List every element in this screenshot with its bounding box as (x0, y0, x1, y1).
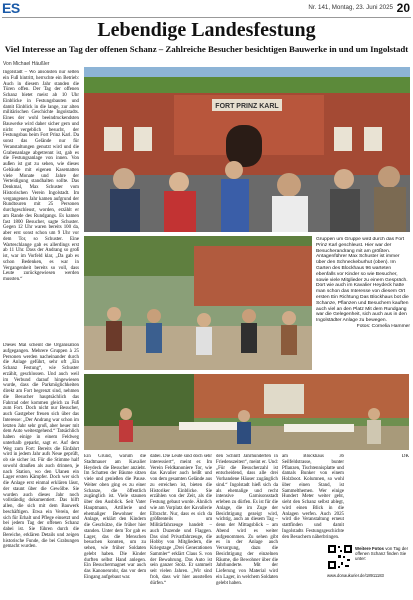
fort-photo-illustration (84, 67, 410, 232)
article-author: Von Michael Häußler (3, 61, 50, 67)
masthead (0, 0, 413, 16)
article-column-6 (282, 454, 344, 540)
article-text-col1: Ingolstadt – Wo ansonsten nur selten ein Fuß hintritt, herrschte ein Betrieb: Auch in diesem Jahr standen die Türen offen. Der Tag der offenen Schanz bietet meist ab 10 Uhr Einblicke in Festungsbauten und damit Einblick in die lange, zur alten militärischen Geschichte Ingolstadts. Eines der wohl beeindruckendsten Bauwerke wird daher sicher gern und nicht vergeblich besucht, der Festungsbau beim Fort Prinz Karl. Da sonst das Gelände nur für Veranstaltungen genutzt wird und die Grabenanlage abgetrennt ist, gab es die Festungsanlage von innen. Von außen ist gut zu sehen, wie dieses Gebäude mit eigenen Kasematten viele Monate und Jahre der Verteidigung standhalten sollte. Das Denkmal, Max Schuster vom Historischen Verein Ingolstadt. Im vergangenen Jahr kamen aufgrund der Rundtouren mit 25 Personen durchgeschleust, worden, erzählt er am Rande des Rundgangs. Es kamen fast 1800 Besucher, sagte Schuster. Gegen 12 Uhr waren bereits 100 da, aber erst sonst schon um 9 Uhr vor dem Tor, so Schuster. Eine Warteschlange gab es allerdings erst ab 11 Uhr. Dass der Andrang so groß ist, war im Vorfeld klar, „Da gab es schon Bedenken, es war in Vergangenheit bereits so voll, dass Leute zurückgewiesen werden mussten.“ (3, 70, 79, 282)
article-text-col6: am Blockhaus 36 Seilfeldstrasse, bunter Pflanzen, Tischtennisplatte und damals Bunker von einem Holzboot. Kolumnen, so wohl über einen Stand, ist Sammelthemen. Wer einige Hundert Meter weiter geht, sieht den Schanz selbst ablegt, wird einen Blick in die Anlagen werfen. Auch 2025 wird die Veranstaltung erneut stattfinden und damit Ingolstadts Festungsgeschichte den Besuchern näherbringen. (282, 454, 344, 540)
photo-caption-right (316, 237, 410, 379)
article-column-5 (216, 454, 278, 594)
qr-description (355, 546, 409, 562)
article-column-7 (348, 454, 409, 540)
page-number: 20 (396, 1, 410, 15)
header-rule (2, 17, 411, 18)
article-text-col5: den Schnitt Jahrhunderten in Friedenszeiten“, meint er. Und: „Für die Besucherzahl ist entscheidend, dass alle drei Vorhandene Häuser zugänglich sind.“ Ingolstadt hieß sich da als ehemalige und recht intensive Garnisonsstadt erleben zu dürfen. Es ist für die Anlage, die im Zuge der Besichtigung gezeigt wird, wichtig, auch an diesem Tag – denn der Mittagsblick – am Abend wird es weiter aufgenommen. Zu sehen gibt es in der Anlage auch Versorgung, dazu die Besichtigung der einzelnen Räume, die Bewohner über die Jahrhunderte. Mit der Lieferung von Material wird ein Lager, in welchem Soldaten gelebt haben. (216, 454, 278, 586)
photo-garden-tables (84, 374, 409, 450)
newspaper-logo: ES (2, 0, 20, 16)
article-column-3 (84, 454, 146, 594)
article-column-1 (3, 70, 79, 340)
article-title: Lebendige Landesfestung (97, 19, 316, 41)
courtyard-photo-illustration (84, 236, 312, 370)
article-text-col3: Ein Grund, warum die Stadtmauer am Kavalier Heydeck die Besucher anzieht. Im Schatten der Bäume sitzen viele und genießen die Pause. Weiter oben ging es zu einer Schanze, die öffentlich zugänglich ist. Viele staunen über den Ausblick. Seit Vater Hauptmann, Artillerie und ehemaliger Bewohner der Anlage, erklärt den Kindern die Geschütze, die früher hier standen. Unter dem Tor gab es Lager, das die Menschen besuchen konnten, um zu sehen, wie früher Soldaten gelebt haben. Die Kinder durften selbst Hand anlegen. Ein Besuchermagnet war auch das Kanonenrohr, das vor dem Eingang aufgebaut war. (84, 454, 146, 580)
qr-text: von Tag der offenen Schanz finden Sie unter: (355, 546, 409, 562)
photo-courtyard-blockhaus (84, 236, 312, 370)
photo-caption-text: Gruppen um Gruppe wird durch das Fort Prinz Karl geschleust. Hier war der Besucherandrang mit am größten. Antagenführer Max Schuster ist immer über den Schneckeburhut (oben). Im Garten des Blockhaus 96 warteten ebenfalls vor Kinder so wie Besucher, sowie viele Mitglieder zu einem Gespräch. Dort wie auch im Kavalier Heydeck hatte man schon das Interesse von diesem Ort ersten Ein Richtung Das Blockhaus bot die Schanze, Pflanzen und Besuchern kauften auch viel an den Platz Mit dem Rundgang war die Gelegenheit, sich auch aus in den Ingolstädter Anlage zu bewegen. (316, 237, 409, 324)
qr-url[interactable]: www.donaukurier.de/18911183 (327, 573, 384, 578)
article-text-col6-end: DK (401, 454, 409, 459)
qr-code-icon[interactable] (327, 544, 353, 570)
article-column-2 (3, 343, 79, 593)
article-subtitle: Viel Interesse an Tag der offenen Schanz – Zahlreiche Besucher besichtigen Bauwerke in und um Ingolstadt (4, 44, 409, 54)
qr-title: Weitere Fotos (355, 546, 384, 551)
photo-credit: Fotos: Cornelia Hammer (356, 323, 410, 329)
issue-dateline: Nr. 141, Montag, 23. Juni 2025 (308, 4, 393, 11)
article-text-col4: dabei. Die Leute sind doch sehr interessiert“, meint er. Im Verein Feldkanoniere Tor, wie das Kavalier auch heißt und von dem gesamten Gelände aus zu erreichen ist, bieten die Historiker Einblicke. Sie erzählen von der Zeit, als die Festung gebaut wurde. Ähnlich wie am Vorplatz der Kavallerie Elbracht. Nur, dass es sich da größtenteils um Militärfahrzeuge handelt – auch Duzende und Flaggen. Das sind Privatfahrzeuge, die Hobby von Mitgliedern, die Kriegstage „Drei Generationen Sammler“ erklärt Claus S. von der Bewahrung. Das Auto ist sein ganzer Stolz. Er sammelt seit vielen Jahren. „Wir sind froh, dass wir hier ausstellen dürfen.“ (150, 454, 212, 586)
photo-fort-prinz-karl (84, 67, 410, 232)
garden-photo-illustration (84, 374, 409, 450)
article-column-4 (150, 454, 212, 594)
article-text-col2: Dieses Mal scheint die Organisation aufgegangen. Mehrere Gruppen à 25 Personen werden nacheinander durch die Anlage geführt, sehr oft „Ein Schanz Festung“, wie Schuster erzählt, geschlossen. Und auch weil im Verbund darauf hingewiesen wurde, dass die Parkmöglichkeiten direkt am Fort begrenzt sind, nehmen die Besucher hauptsächlich das Fahrrad oder kommen gleich zu Fuß zum Fort. Doch nicht nur Besucher, auch Gastgeber freuen sich über das Interesse: „Der Andrang war schon im letzten Jahr sehr groß, aber heuer mit dem Auto weitestgehend.“ Tatsächlich haben einige in einem Feldweg unterhalb geparkt, sagt er. Auf dem Weg zum Fort: Bereits die Einfahrt wird in jedem Jahr aufs Neue geprüft, ob sie sicher ist. Für die Stimme half sowohl draußen als auch drinnen, je nach Station, wo den Ulanen ein Lager ersten Kämpfer. Doch wer sich die Anlage erst einmal erklären lässt, der staunt über die Gewölbe. Sie wurden auch dieses Jahr noch vollständig dokumentiert. Das hilft allen, die sich mit dem Bauwerk beschäftigen. Etwa ein Verein, der sich für Erhalt und Pflege einsetzt und bei jedem Tag der offenen Schanz dabei ist. Sie führen durch die Bereiche, erklären Details und zeigen historische Funde, die bei Grabungen gemacht wurden. (3, 343, 79, 550)
fort-sign-text: FORT PRINZ KARL (215, 103, 279, 110)
